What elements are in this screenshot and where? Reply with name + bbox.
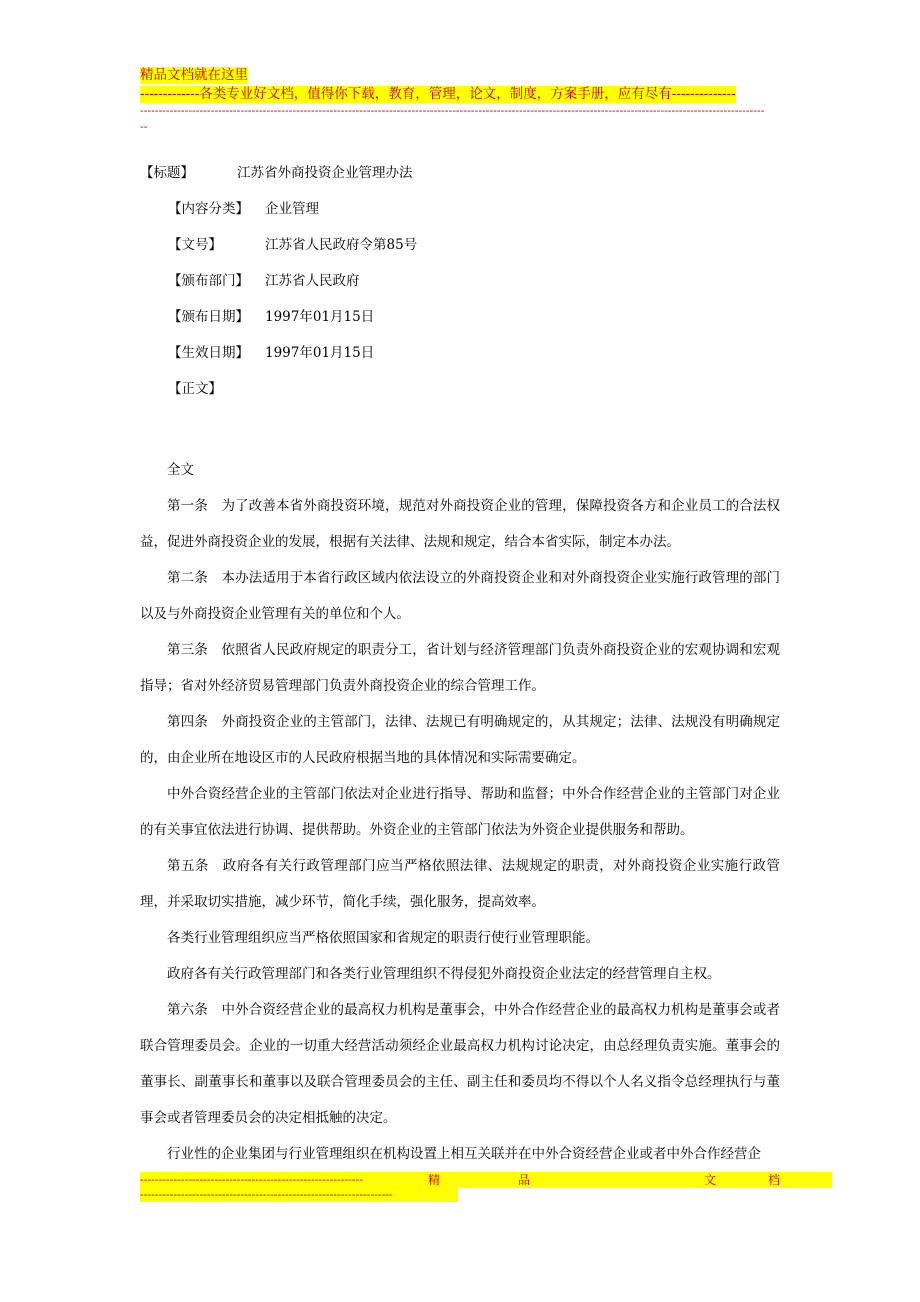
header-dash-line-end: -- [140,120,148,133]
meta-title-label: 【标题】 [140,165,194,181]
article-body [140,452,780,1172]
header-title: 精品文档就在这里 [140,67,248,83]
meta-title-value: 江苏省外商投资企业管理办法 [237,165,413,181]
meta-value: 江苏省人民政府令第85号 [265,237,418,253]
article-paragraph: 行业性的企业集团与行业管理组织在机构设置上相互关联并在中外合资经营企业或者中外合作经营企 [167,1146,761,1162]
article-paragraph: 第一条 为了改善本省外商投资环境，规范对外商投资企业的管理，保障投资各方和企业员工的合法权益，促进外商投资企业的发展，根据有关法律、法规和规定，结合本省实际，制定本办法。 [140,498,780,550]
meta-title-row [140,163,780,199]
footer-char: 品 [518,1173,531,1187]
meta-label: 【文号】 [168,237,222,253]
meta-label: 【颁布部门】 [168,273,249,289]
meta-row-issuer [140,271,780,307]
footer-band [140,1172,832,1188]
meta-value: 1997年01月15日 [265,345,375,361]
article-paragraph: 第四条 外商投资企业的主管部门，法律、法规已有明确规定的，从其规定；法律、法规没有明确规定的，由企业所在地设区市的人民政府根据当地的具体情况和实际需要确定。 [140,714,780,766]
footer-char: 文 [704,1173,717,1187]
document-meta [140,163,780,415]
meta-label: 【内容分类】 [168,201,249,217]
header-slogan: -------------各类专业好文档，值得你下载，教育，管理，论文，制度，方案手册，应有尽有-------------- [140,86,736,102]
article-paragraph: 第五条 政府各有关行政管理部门应当严格依照法律、法规规定的职责，对外商投资企业实施行政管理，并采取切实措施，减少环节，简化手续，强化服务，提高效率。 [140,858,780,910]
footer-dashes: ------------------------------------------------------------ [140,1173,364,1186]
meta-label: 【生效日期】 [168,345,249,361]
meta-label: 【正文】 [168,381,222,397]
meta-row-category [140,199,780,235]
meta-row-doc-number [140,235,780,271]
article-paragraph: 第六条 中外合资经营企业的最高权力机构是董事会，中外合作经营企业的最高权力机构是董事会或者联合管理委员会。企业的一切重大经营活动须经企业最高权力机构讨论决定，由总经理负责实施。董事会的董事长、副董事长和董事以及联合管理委员会的主任、副主任和委员均不得以个人名义指令总经理执行与董事会或者管理委员会的决定相抵触的决定。 [140,1002,780,1126]
article-paragraph: 政府各有关行政管理部门和各类行业管理组织不得侵犯外商投资企业法定的经营管理自主权。 [167,966,721,982]
article-paragraph: 各类行业管理组织应当严格依照国家和省规定的职责行使行业管理职能。 [167,930,599,946]
meta-row-effective-date [140,343,780,379]
footer-banner [140,1172,832,1202]
meta-value: 江苏省人民政府 [265,273,360,289]
footer-char: 精 [428,1173,441,1187]
meta-value: 企业管理 [265,201,319,217]
article-paragraph: 中外合资经营企业的主管部门依法对企业进行指导、帮助和监督；中外合作经营企业的主管部门对企业的有关事宜依法进行协调、提供帮助。外资企业的主管部门依法为外资企业提供服务和帮助。 [140,786,780,838]
article-paragraph: 第三条 依照省人民政府规定的职责分工，省计划与经济管理部门负责外商投资企业的宏观协调和宏观指导；省对外经济贸易管理部门负责外商投资企业的综合管理工作。 [140,642,780,694]
meta-label: 【颁布日期】 [168,309,249,325]
meta-row-body [140,379,780,415]
article-paragraph: 全文 [167,462,194,478]
header-dash-line: ------------------------------------------------------------------------------------------------------------------------------------------------------------------------ [140,104,765,117]
meta-row-issue-date [140,307,780,343]
article-paragraph: 第二条 本办法适用于本省行政区域内依法设立的外商投资企业和对外商投资企业实施行政管理的部门以及与外商投资企业管理有关的单位和个人。 [140,570,780,622]
meta-value: 1997年01月15日 [265,309,375,325]
footer-char: 档 [768,1173,781,1187]
footer-dash-band: -------------------------------------------------------------------- [140,1188,458,1202]
